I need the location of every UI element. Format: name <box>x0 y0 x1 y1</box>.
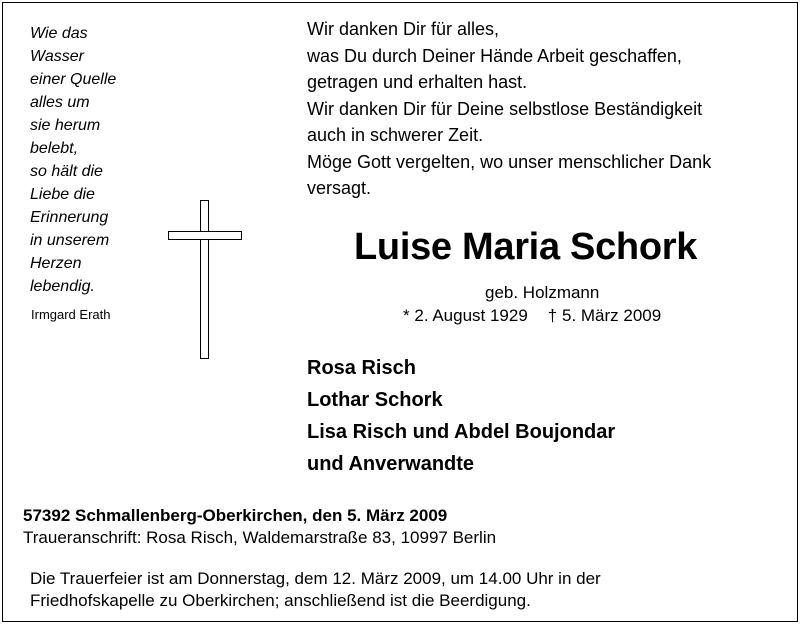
poem-line: so hält die <box>30 163 103 180</box>
cross-intersection <box>201 232 208 239</box>
funeral-info <box>30 568 601 612</box>
thanks-line: getragen und erhalten hast. <box>307 72 528 92</box>
thanks-line: Wir danken Dir für alles, <box>307 19 500 39</box>
poem-line: alles um <box>30 94 90 111</box>
funeral-line: Friedhofskapelle zu Oberkirchen; anschließend ist die Beerdigung. <box>30 591 531 610</box>
poem-line: lebendig. <box>30 278 95 295</box>
thanks-line: Wir danken Dir für Deine selbstlose Beständigkeit <box>307 98 703 119</box>
family-line: Rosa Risch <box>307 357 416 379</box>
mourning-address: Traueranschrift: Rosa Risch, Waldemarstraße 83, 10997 Berlin <box>23 528 497 547</box>
poem-line: Erinnerung <box>30 209 109 226</box>
thanks-line: Möge Gott vergelten, wo unser menschlicher Dank <box>307 151 712 172</box>
birth-date: 2. August 1929 <box>414 306 528 325</box>
family-line: Lisa Risch und Abdel Boujondar <box>307 421 616 443</box>
death-date: 5. März 2009 <box>562 306 662 325</box>
maiden-name: geb. Holzmann <box>485 283 600 302</box>
deceased-name: Luise Maria Schork <box>354 226 698 268</box>
thanks-line: was Du durch Deiner Hände Arbeit geschaffen, <box>307 45 682 66</box>
poem-line: Wie das <box>30 25 88 42</box>
poem-line: einer Quelle <box>30 71 117 88</box>
poem-author: Irmgard Erath <box>31 307 111 322</box>
thanks-line: versagt. <box>307 178 372 198</box>
poem-line: belebt, <box>30 140 79 157</box>
poem-line: in unserem <box>30 232 110 249</box>
thanks-line: auch in schwerer Zeit. <box>307 125 484 145</box>
funeral-line: Die Trauerfeier ist am Donnerstag, dem 12. März 2009, um 14.00 Uhr in der <box>30 569 601 588</box>
death-symbol: † <box>547 306 558 325</box>
poem-line: Herzen <box>30 255 82 272</box>
thanks-text <box>307 16 711 202</box>
poem-line: Wasser <box>30 48 84 65</box>
cross-vertical-beam <box>200 200 209 359</box>
place-date: 57392 Schmallenberg-Oberkirchen, den 5. März 2009 <box>23 506 448 525</box>
family-names <box>307 352 615 480</box>
poem <box>30 22 116 298</box>
birth-symbol: * <box>403 306 410 325</box>
life-dates <box>403 306 661 326</box>
poem-line: Liebe die <box>30 186 95 203</box>
family-line: Lothar Schork <box>307 389 443 411</box>
poem-line: sie herum <box>30 117 101 134</box>
family-line: und Anverwandte <box>307 453 475 475</box>
